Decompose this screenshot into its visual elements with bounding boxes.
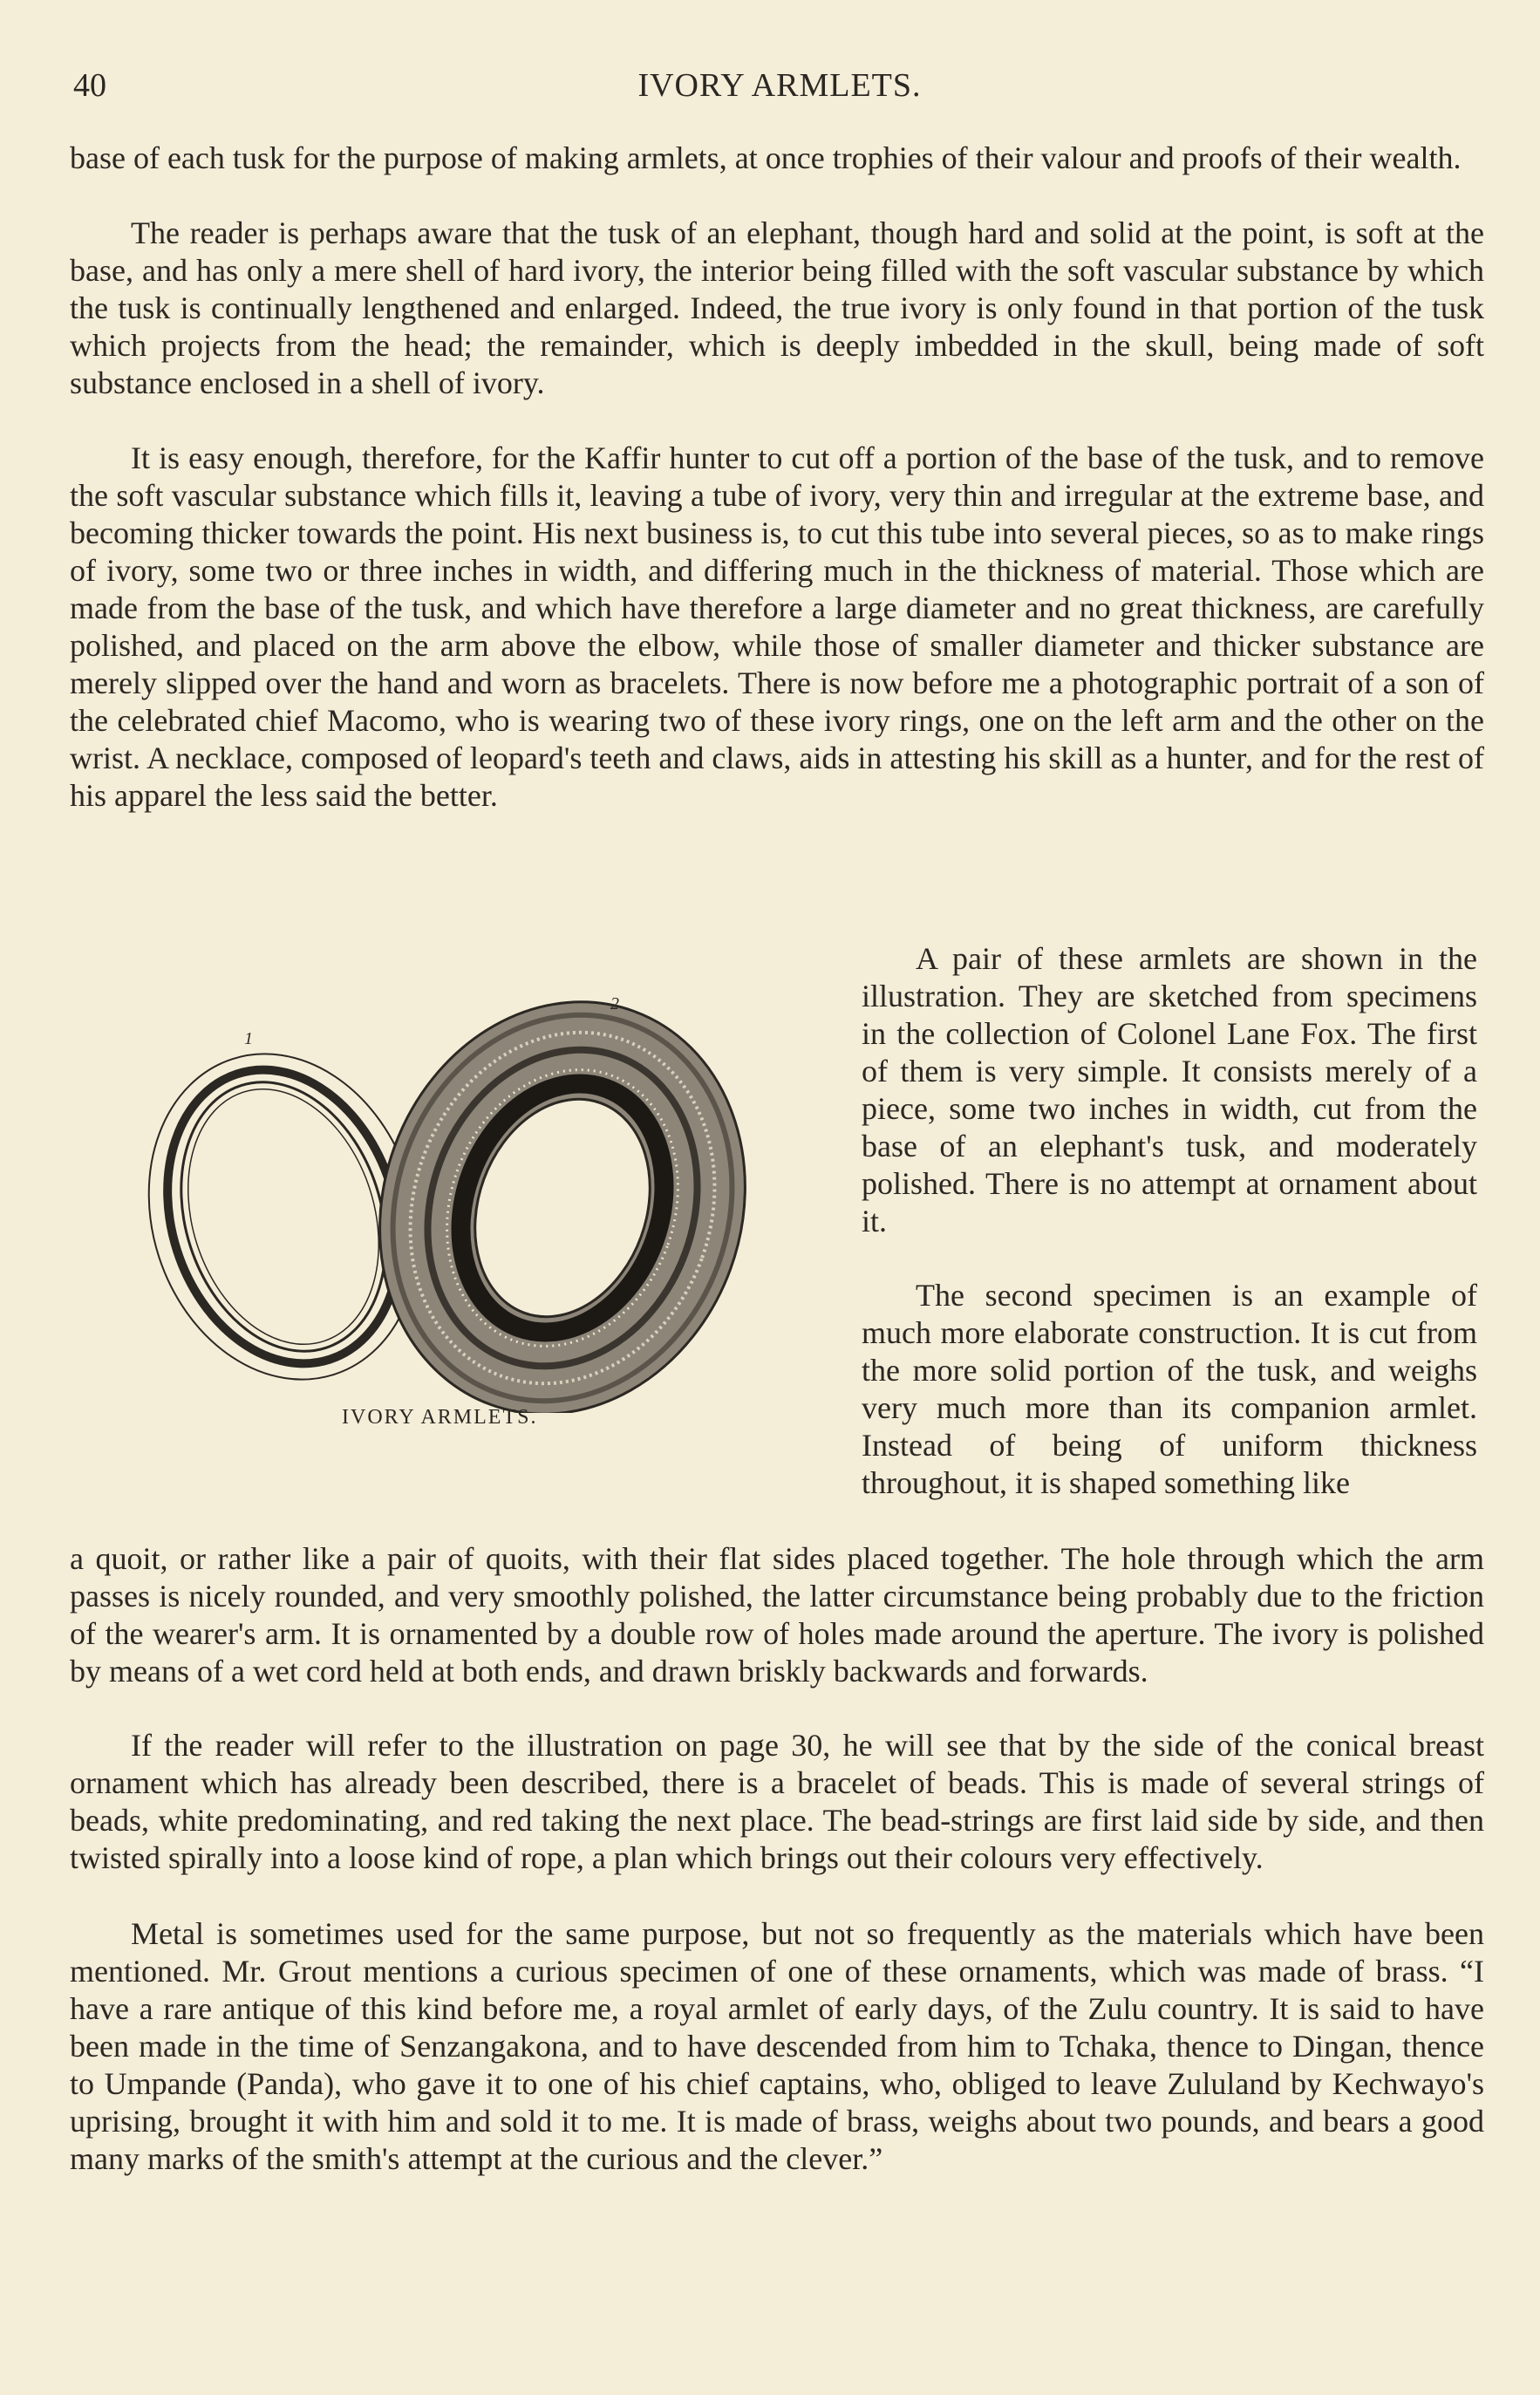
paragraph-3: It is easy enough, therefore, for the Kaffir hunter to cut off a portion of the base of the tusk, and to remove the soft vascular substance which fills it, leaving a tube of ivory, very thin and irregular at the extreme base, and becoming thicker towards the point. His next business is, to cut this tube into several pieces, so as to make rings of ivory, some two or three inches in width, and differing much in the thickness of material. Those which are made from the base of the tusk, and which have therefore a large diameter and no great thickness, are carefully polished, and placed on the arm above the elbow, while those of smaller diameter and thicker substance are merely slipped over the hand and worn as bracelets. There is now before me a photographic portrait of a son of the celebrated chief Macomo, who is wearing two of these ivory rings, one on the left arm and the other on the wrist. A necklace, composed of leopard's teeth and claws, aids in attesting his skill as a hunter, and for the rest of his apparel the less said the better. [70, 440, 1484, 813]
armlets-engraving [122, 977, 785, 1413]
page-number: 40 [73, 67, 106, 104]
continuation-paragraph: a quoit, or rather like a pair of quoits, with their flat sides placed together. The hole through which the arm passes is nicely rounded, and very smoothly polished, the latter circumstance being probably due to the friction of the wearer's arm. It is ornamented by a double row of holes made around the aperture. The ivory is polished by means of a wet cord held at both ends, and drawn briskly backwards and forwards. [70, 1541, 1484, 1689]
armlet-2-drawing [323, 977, 785, 1413]
figure-label-1: 1 [244, 1029, 253, 1048]
figure-label-2: 2 [610, 994, 619, 1013]
paragraph-5: Metal is sometimes used for the same purpose, but not so frequently as the materials which have been mentioned. Mr. Grout mentions a curious specimen of one of these ornaments, which was made of brass. “I have a rare antique of this kind before me, a royal armlet of early days, of the Zulu country. It is said to have been made in the time of Senzangakona, and to have descended from him to Tchaka, thence to Dingan, thence to Umpande (Panda), who gave it to one of his chief captains, who, obliged to leave Zululand by Kechwayo's uprising, brought it with him and sold it to me. It is made of brass, weighs about two pounds, and bears a good many marks of the smith's attempt at the curious and the clever.” [70, 1916, 1484, 2176]
side-paragraph-1: A pair of these armlets are shown in the illustration. They are sketched from specimens in the collection of Colonel Lane Fox. The first of them is very simple. It consists merely of a piece, some two inches in width, cut from the base of an elephant's tusk, and moderately polished. There is no attempt at ornament about it. [862, 941, 1477, 1238]
paragraph-1: base of each tusk for the purpose of making armlets, at once trophies of their valour and proofs of their wealth. [70, 140, 1462, 175]
paragraph-2: The reader is perhaps aware that the tusk of an elephant, though hard and solid at the point, is soft at the base, and has only a mere shell of hard ivory, the interior being filled with the soft vascular substance by which the tusk is continually lengthened and enlarged. Indeed, the true ivory is only found in that portion of the tusk which projects from the head; the remainder, which is deeply imbedded in the skull, being made of soft substance enclosed in a shell of ivory. [70, 215, 1484, 400]
figure-caption: IVORY ARMLETS. [342, 1406, 538, 1429]
side-paragraph-2: The second specimen is an example of much more elaborate construction. It is cut from the more solid portion of the tusk, and weighs very much more than its companion armlet. Instead of being of uniform thickness throughout, it is shaped something like [862, 1278, 1477, 1500]
page-header [73, 66, 1486, 119]
running-head: IVORY ARMLETS. [637, 67, 922, 104]
armlets-illustration [122, 977, 785, 1448]
paragraph-4: If the reader will refer to the illustration on page 30, he will see that by the side of the conical breast ornament which has already been described, there is a bracelet of beads. This is made of several strings of beads, white predominating, and red taking the next place. The bead-strings are first laid side by side, and then twisted spirally into a loose kind of rope, a plan which brings out their colours very effectively. [70, 1728, 1484, 1875]
